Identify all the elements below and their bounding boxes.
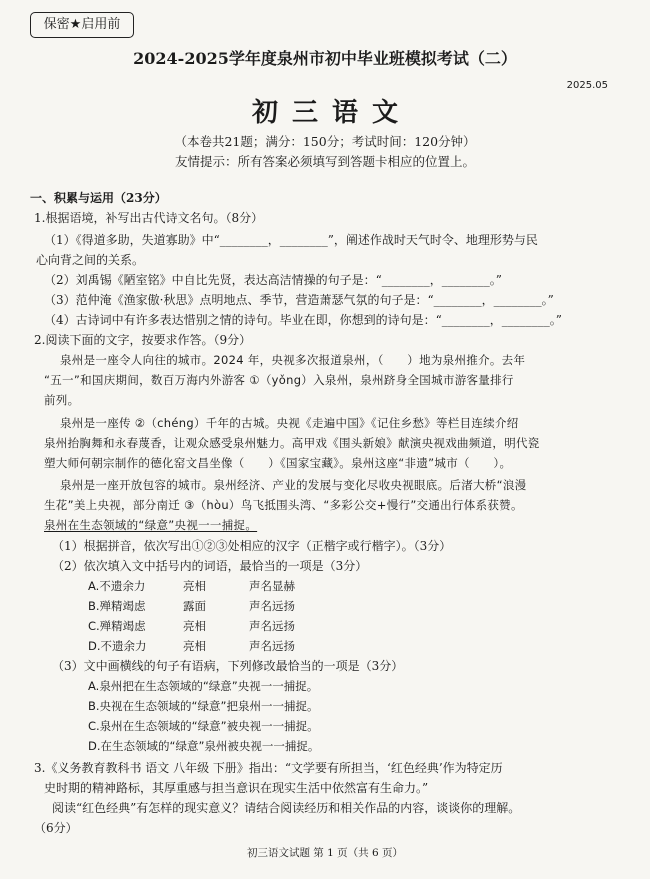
friendly-tip: 友情提示：所有答案必须填写到答题卡相应的位置上。 [174,154,475,169]
exam-title: 2024-2025学年度泉州市初中毕业班模拟考试（二） [133,49,517,68]
option-3d: D.在生态领域的“绿意”泉州被央视一一捕捉。 [88,739,320,753]
q3-line2: 史时期的精神路标，其厚重感与担当意识在现实生活中依然富有生命力。” [44,781,429,795]
section-title: 一、积累与运用（23分） [30,191,167,205]
q2-sub3: （3）文中画横线的句子有语病，下列修改最恰当的一项是（3分） [52,659,404,673]
passage-p1-line1: 泉州是一座令人向往的城市。2024 年，央视多次报道泉州，（ ）地为泉州推介。去年 [60,353,526,367]
option-2a: A.不遗余力 亮相 声名显赫 [88,579,295,593]
q1-part4: （4）古诗词中有许多表达惜别之情的诗句。毕业在即，你想到的诗句是：“________，________。” [44,313,562,327]
q1-stem: 1.根据语境，补写出古代诗文名句。（8分） [34,211,264,225]
exam-info: （本卷共21题；满分：150分；考试时间：120分钟） [174,134,476,149]
passage-p3-line1: 泉州是一座开放包容的城市。泉州经济、产业的发展与变化尽收央视眼底。后渚大桥“浪漫 [60,478,527,492]
option-3a: A.泉州把在生态领域的“绿意”央视一一捕捉。 [88,679,319,693]
underlined-sentence: 泉州在生态领域的“绿意”央视一一捕捉。 [44,518,258,532]
q1-part2: （2）刘禹锡《陋室铭》中自比先贤，表达高洁情操的句子是：“________，________。” [44,273,502,287]
passage-p2-line3: 塑大师何朝宗制作的德化窑文昌坐像（ ）《国家宝藏》。泉州这座“非遗”城市（ ）。 [44,456,512,470]
option-2c: C.殚精竭虑 亮相 声名远扬 [88,619,295,633]
page-footer: 初三语文试题 第 1 页（共 6 页） [246,847,404,859]
q3-line4: （6分） [34,821,78,835]
passage-p1-line3: 前列。 [44,393,80,407]
q3-line1: 3.《义务教育教科书 语文 八年级 下册》指出：“文学要有所担当，‘红色经典’作为特定历 [34,761,503,775]
option-3b: B.央视在生态领域的“绿意”把泉州一一捕捉。 [88,699,319,713]
q1-part3: （3）范仲淹《渔家傲·秋思》点明地点、季节，营造萧瑟气氛的句子是：“________，________。” [44,293,554,307]
passage-p3-line2: 生花”美上央视，部分南迁 ③（hòu）鸟飞抵围头湾、“多彩公交+慢行”交通出行体系获赞。 [44,498,523,512]
option-2d: D.不遗余力 亮相 声名远扬 [88,639,295,653]
q2-sub2: （2）依次填入文中括号内的词语，最恰当的一项是（3分） [52,559,368,573]
subject-title: 初三语文 [251,98,412,128]
confidential-badge: 保密★启用前 [30,12,134,38]
passage-p1-line2: “五一”和国庆期间，数百万海内外游客 ①（yǒng）入泉州，泉州跻身全国城市游客量排行 [44,373,514,387]
passage-p2-line2: 泉州抬胸舞和永春蔑香，让观众感受泉州魅力。高甲戏《围头新娘》献演央视戏曲频道，明代瓷 [44,436,540,450]
q3-line3: 阅读“红色经典”有怎样的现实意义？请结合阅读经历和相关作品的内容，谈谈你的理解。 [52,801,521,815]
passage-p2-line1: 泉州是一座传 ②（chéng）千年的古城。央视《走遍中国》《记住乡愁》等栏目连续介绍 [60,416,519,430]
option-3c: C.泉州在生态领域的“绿意”被央视一一捕捉。 [88,719,319,733]
q2-stem: 2.阅读下面的文字，按要求作答。（9分） [34,333,252,347]
exam-date: 2025.05 [566,80,608,91]
q1-part1-line1: （1）《得道多助，失道寡助》中“________，________”，阐述作战时天气时令、地理形势与民 [44,233,538,247]
q2-sub1: （1）根据拼音，依次写出①②③处相应的汉字（正楷字或行楷字）。（3分） [52,539,452,553]
q1-part1-line2: 心向背之间的关系。 [36,253,145,267]
option-2b: B.殚精竭虑 露面 声名远扬 [88,599,295,613]
